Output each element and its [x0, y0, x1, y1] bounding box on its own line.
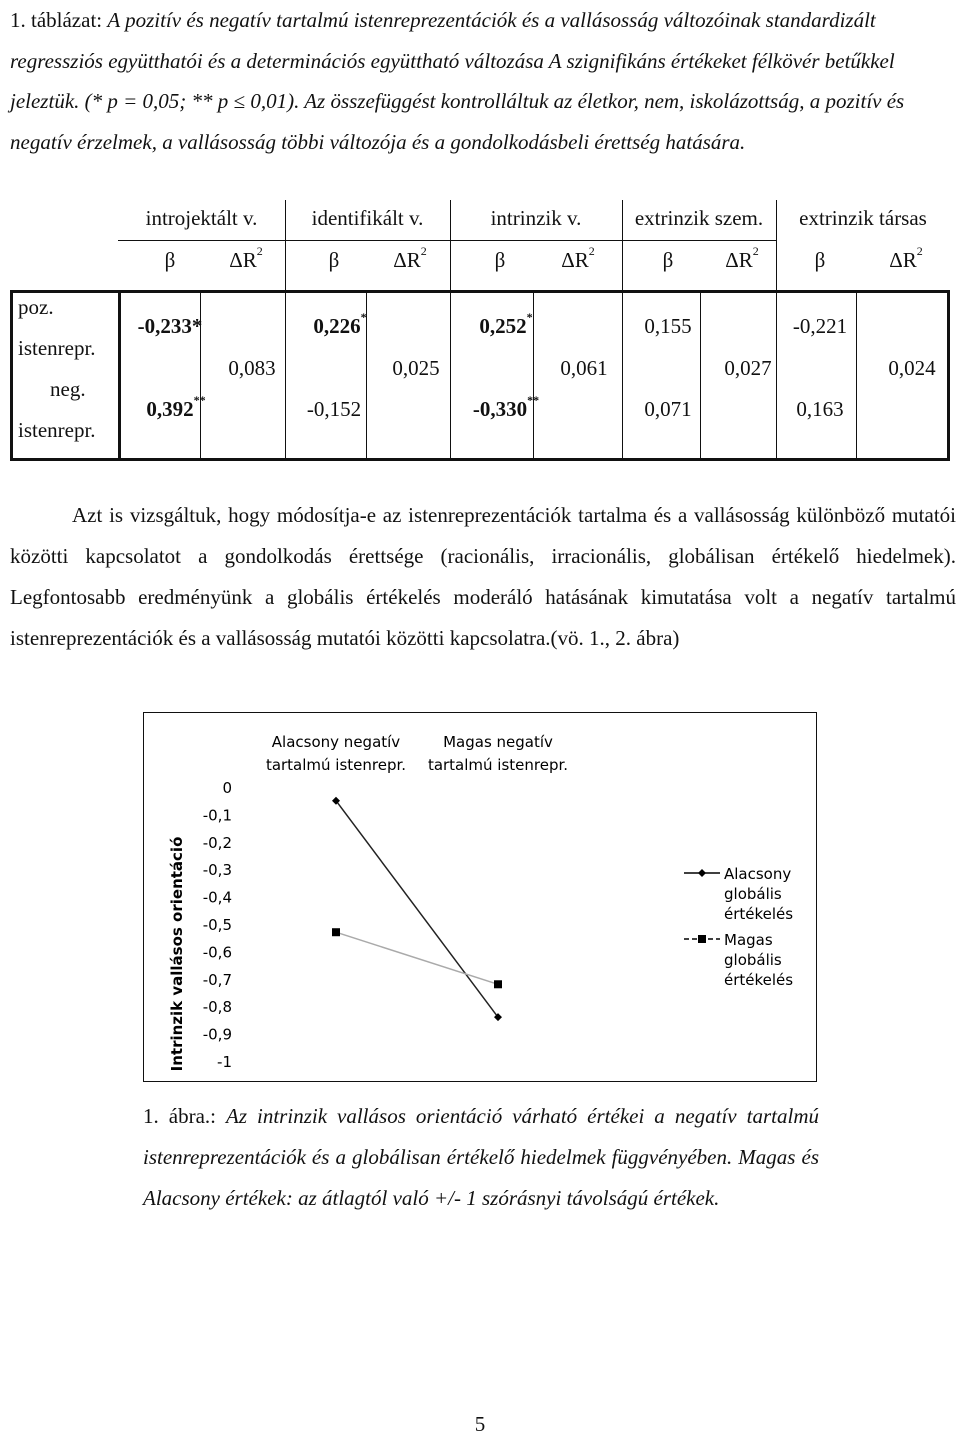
delta-r2-value: 0,027: [724, 356, 772, 380]
y-tick-label: -0,4: [202, 888, 232, 907]
neg-beta-value: -0,152: [306, 397, 362, 421]
table-caption: [10, 0, 945, 162]
y-tick-label: -0,7: [202, 970, 232, 989]
caption-text-1: A pozitív és negatív tartalmú istenreprezentációk és a vallásosság változóinak standardizált regressziós együtthatói és a determinációs együttható változása A szignifikáns értékeket félkövér betűkkel jeleztük. (: [10, 8, 895, 113]
y-tick-label: -0,1: [202, 806, 232, 825]
delta-r2-value: 0,024: [888, 356, 936, 380]
row-label-pos-2: istenrepr.: [18, 336, 96, 360]
neg-beta-value: -0,330**: [472, 393, 540, 421]
significance-mark: *: [360, 310, 367, 324]
figure-caption-label: 1. ábra.:: [143, 1104, 226, 1128]
pos-beta-value: -0,233*: [137, 314, 203, 338]
column-header: extrinzik társas: [799, 206, 927, 230]
pos-beta-value: 0,252*: [479, 310, 533, 338]
legend-label: értékelés: [724, 971, 794, 989]
caption-label: 1. táblázat:: [10, 8, 108, 32]
legend-marker-square: [698, 935, 706, 943]
beta-header: β: [494, 248, 506, 272]
beta-header: β: [328, 248, 340, 272]
category-label: tartalmú istenrepr.: [265, 756, 407, 774]
table-row-label-divider: [118, 290, 121, 461]
significance-mark: **: [193, 393, 206, 407]
category-label: Magas negatív: [443, 733, 553, 751]
legend-marker-diamond: [698, 869, 706, 877]
delta-r2-sup: 2: [256, 244, 263, 258]
delta-r2-sup: 2: [420, 244, 427, 258]
table-col-divider: [533, 290, 534, 461]
delta-r2-value: 0,083: [228, 356, 276, 380]
pos-beta-value: 0,226*: [313, 310, 367, 338]
table-group-divider: [622, 200, 623, 461]
pos-beta-value: 0,155: [644, 314, 692, 338]
legend-label: Magas: [724, 931, 773, 949]
series-line-0: [336, 801, 498, 1017]
data-point-square: [332, 928, 340, 936]
series-line-1: [336, 932, 498, 984]
y-tick-label: -0,8: [202, 998, 232, 1017]
table-col-divider: [700, 290, 701, 461]
column-header: intrinzik v.: [490, 206, 582, 230]
delta-r2-header: $\Delta R^2$: [889, 244, 923, 272]
delta-r2-header: $\Delta R^2$: [393, 244, 427, 272]
neg-beta-value: 0,163: [796, 397, 844, 421]
legend-label: globális: [724, 951, 782, 969]
legend-label: értékelés: [724, 905, 794, 923]
data-point-square: [494, 980, 502, 988]
significance-mark: *: [526, 310, 533, 324]
beta-header: β: [164, 248, 176, 272]
delta-r2-sup: 2: [752, 244, 759, 258]
y-tick-label: -0,9: [202, 1025, 232, 1044]
caption-text-2: ). Az összefüggést kontrolláltuk az életkor, nem, iskolázottság, a pozitív és negatív érzelmek, a vallásosság többi változója és a gondolkodásbeli érettség hatására.: [10, 89, 905, 154]
caption-sig-note: * p = 0,05; ** p ≤ 0,01: [91, 89, 288, 113]
table-group-divider: [776, 200, 777, 461]
chart-svg: [144, 713, 818, 1083]
delta-r2-value: 0,061: [560, 356, 608, 380]
row-label-neg-1: neg.: [50, 377, 86, 401]
table-col-divider: [856, 290, 857, 461]
y-tick-label: -0,6: [202, 943, 232, 962]
pos-beta-value: -0,221: [792, 314, 848, 338]
row-label-neg-2: istenrepr.: [18, 418, 96, 442]
beta-header: β: [814, 248, 826, 272]
table-header-divider: [118, 240, 776, 241]
y-tick-label: -0,5: [202, 916, 232, 934]
row-label-pos-1: poz.: [18, 295, 54, 319]
y-tick-label: 0: [222, 779, 232, 797]
figure-caption-text: Az intrinzik vallásos orientáció várható értékei a negatív tartalmú istenreprezentációk és a globálisan értékelő hiedelmek függvényében. Magas és Alacsony értékek: az átlagtól való +/- 1 szórásnyi távolságú értékek.: [143, 1104, 819, 1210]
category-label: tartalmú istenrepr.: [427, 756, 569, 774]
column-header: extrinzik szem.: [634, 206, 764, 230]
y-axis-label: Intrinzik vallásos orientáció: [168, 836, 186, 1072]
body-paragraph: [10, 495, 956, 659]
delta-r2-value: 0,025: [392, 356, 440, 380]
delta-r2-header: $\Delta R^2$: [725, 244, 759, 272]
category-label: Alacsony negatív: [271, 733, 401, 751]
neg-beta-value: 0,071: [644, 397, 692, 421]
interaction-chart: [143, 712, 817, 1082]
y-tick-label: -0,3: [202, 861, 232, 880]
y-tick-label: -0,2: [202, 833, 232, 852]
neg-beta-value: 0,392**: [146, 393, 206, 421]
column-header: identifikált v.: [311, 206, 424, 230]
significance-mark: **: [527, 393, 540, 407]
delta-r2-sup: 2: [916, 244, 923, 258]
delta-r2-sup: 2: [588, 244, 595, 258]
column-header: introjektált v.: [145, 206, 258, 230]
delta-r2-header: $\Delta R^2$: [229, 244, 263, 272]
beta-header: β: [662, 248, 674, 272]
table-group-divider: [285, 200, 286, 461]
figure-caption: [143, 1096, 819, 1219]
body-paragraph-text: Azt is vizsgáltuk, hogy módosítja-e az istenreprezentációk tartalma és a vallásosság különböző mutatói közötti kapcsolatot a gondolkodás érettsége (racionális, irracionális, globálisan értékelő hiedelmek). Legfontosabb eredményünk a globális értékelés moderáló hatásának kimutatása volt a negatív tartalmú istenreprezentációk és a vallásosság mutatói közötti kapcsolatra.(vö. 1., 2. ábra): [10, 503, 956, 650]
regression-table: [10, 200, 950, 462]
y-tick-label: -1: [217, 1053, 232, 1071]
legend-label: Alacsony: [724, 865, 792, 883]
page-number: 5: [474, 1412, 486, 1436]
table-group-divider: [450, 200, 451, 461]
delta-r2-header: $\Delta R^2$: [561, 244, 595, 272]
legend-label: globális: [724, 885, 782, 903]
